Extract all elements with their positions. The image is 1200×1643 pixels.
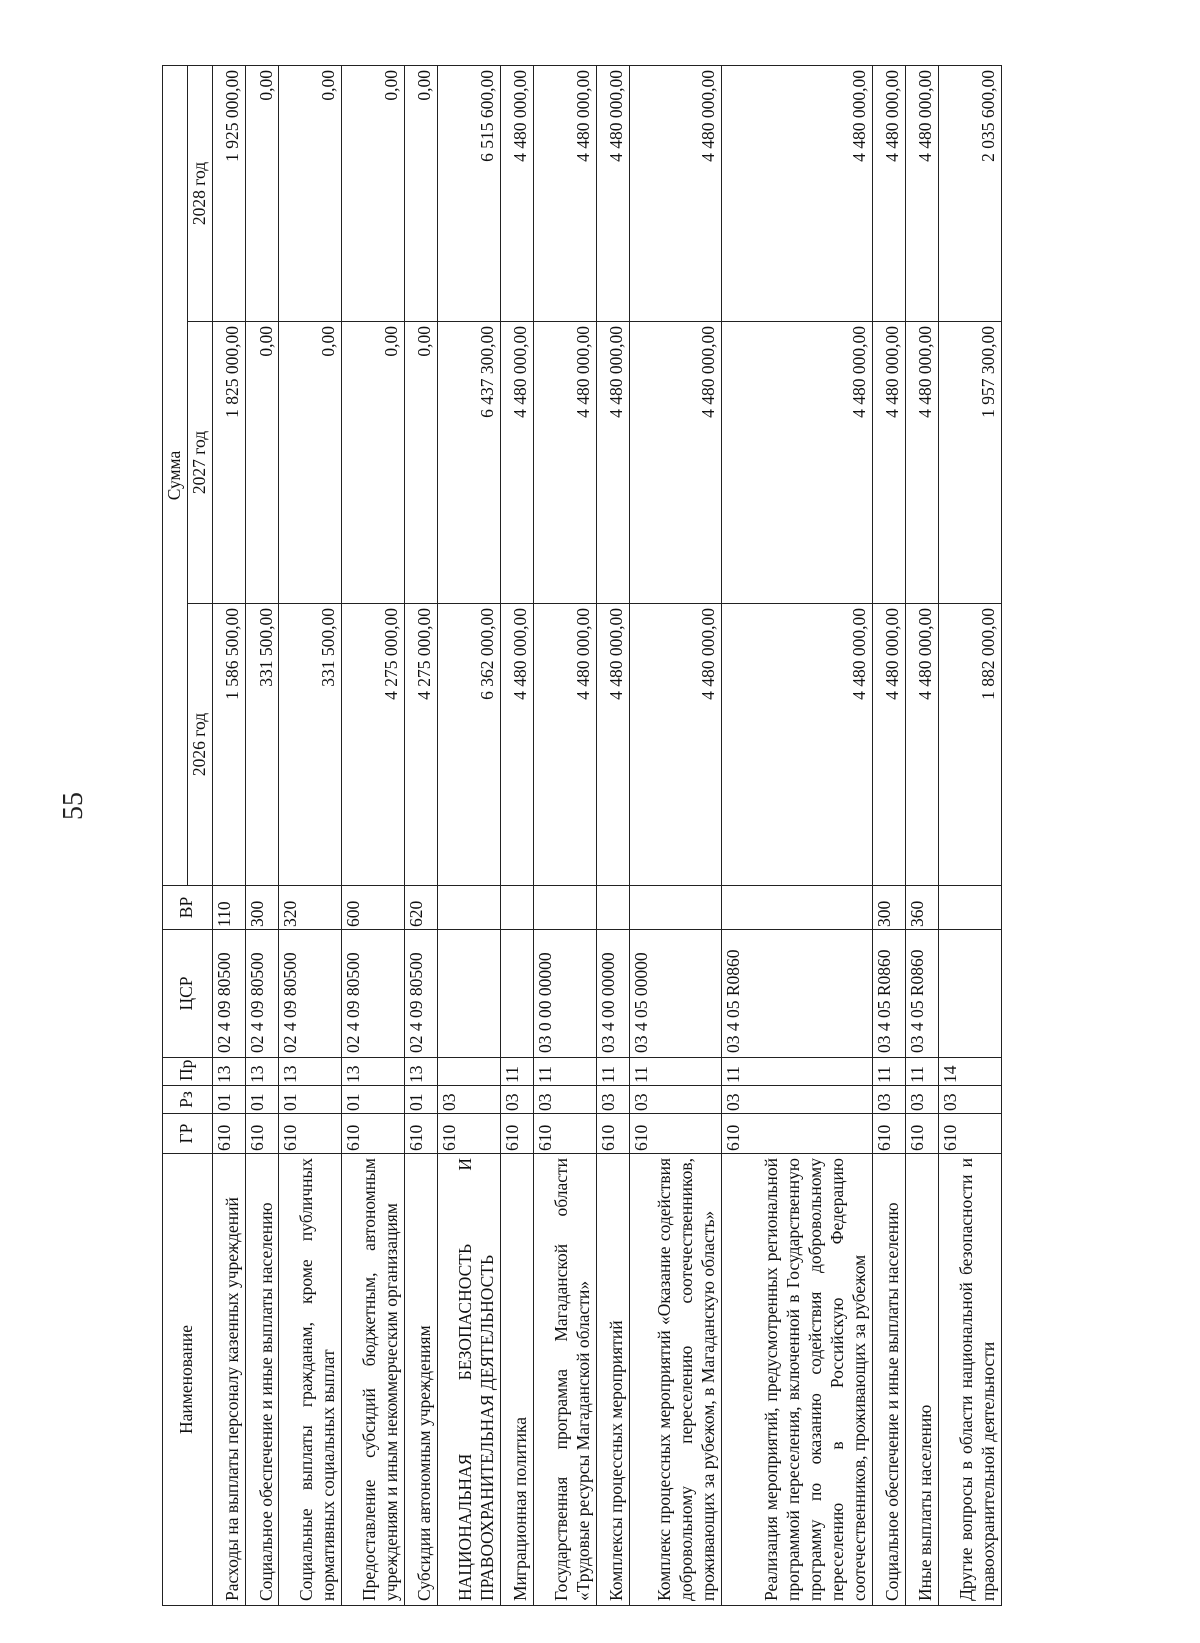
- row-csr: 03 4 05 R0860: [905, 930, 938, 1058]
- row-name: Предоставление субсидий бюджетным, автономным учреждениям и иным некоммерческим организациям: [342, 1154, 405, 1606]
- row-sum-2028: 4 480 000,00: [721, 65, 872, 321]
- row-sum-2026: 4 480 000,00: [596, 604, 629, 886]
- row-rz: 03: [630, 1086, 722, 1114]
- row-rz: 03: [500, 1086, 533, 1114]
- row-vr: [596, 886, 629, 930]
- row-vr: 300: [872, 886, 905, 930]
- header-pr: Пр: [163, 1058, 213, 1086]
- row-csr: 02 4 09 80500: [342, 930, 405, 1058]
- row-sum-2028: 2 035 600,00: [939, 65, 1002, 321]
- row-csr: 02 4 09 80500: [279, 930, 342, 1058]
- row-sum-2028: 0,00: [246, 65, 279, 321]
- row-pr: 11: [534, 1058, 597, 1086]
- row-pr: 13: [279, 1058, 342, 1086]
- row-name: Расходы на выплаты персоналу казенных учреждений: [212, 1154, 245, 1606]
- table-row: [246, 65, 279, 1605]
- row-csr: 03 0 00 00000: [534, 930, 597, 1058]
- table-row: [872, 65, 905, 1605]
- row-sum-2028: 4 480 000,00: [905, 65, 938, 321]
- row-sum-2027: 4 480 000,00: [534, 322, 597, 604]
- row-sum-2028: 4 480 000,00: [500, 65, 533, 321]
- header-vr: ВР: [163, 886, 213, 930]
- row-name: Государственная программа Магаданской области «Трудовые ресурсы Магаданской области»: [534, 1154, 597, 1606]
- row-sum-2026: 4 480 000,00: [500, 604, 533, 886]
- row-csr: 02 4 09 80500: [404, 930, 437, 1058]
- row-sum-2028: 4 480 000,00: [630, 65, 722, 321]
- row-sum-2027: 0,00: [279, 322, 342, 604]
- row-pr: 11: [721, 1058, 872, 1086]
- table-row: [500, 65, 533, 1605]
- row-csr: 02 4 09 80500: [246, 930, 279, 1058]
- row-gr: 610: [534, 1114, 597, 1154]
- row-rz: 03: [596, 1086, 629, 1114]
- budget-table-container: [162, 66, 1002, 1606]
- row-sum-2028: 4 480 000,00: [596, 65, 629, 321]
- table-row: [279, 65, 342, 1605]
- row-gr: 610: [939, 1114, 1002, 1154]
- row-rz: 01: [212, 1086, 245, 1114]
- row-csr: 03 4 05 R0860: [721, 930, 872, 1058]
- row-gr: 610: [630, 1114, 722, 1154]
- header-row-1: [163, 65, 188, 1605]
- header-2026: 2026 год: [187, 604, 212, 886]
- row-gr: 610: [404, 1114, 437, 1154]
- row-vr: [721, 886, 872, 930]
- row-name: Миграционная политика: [500, 1154, 533, 1606]
- row-sum-2026: 4 480 000,00: [721, 604, 872, 886]
- row-name: НАЦИОНАЛЬНАЯ БЕЗОПАСНОСТЬ И ПРАВООХРАНИТЕЛЬНАЯ ДЕЯТЕЛЬНОСТЬ: [438, 1154, 501, 1606]
- row-vr: 320: [279, 886, 342, 930]
- row-pr: 13: [342, 1058, 405, 1086]
- row-rz: 01: [246, 1086, 279, 1114]
- row-name: Социальные выплаты гражданам, кроме публичных нормативных социальных выплат: [279, 1154, 342, 1606]
- budget-table: [162, 65, 1002, 1606]
- page-number: 55: [58, 792, 89, 820]
- row-sum-2026: 1 882 000,00: [939, 604, 1002, 886]
- row-name: Комплекс процессных мероприятий «Оказание содействия добровольному переселению соотечественников, проживающих за рубежом, в Магаданскую область»: [630, 1154, 722, 1606]
- row-name: Социальное обеспечение и иные выплаты населению: [246, 1154, 279, 1606]
- row-sum-2026: 4 275 000,00: [404, 604, 437, 886]
- row-rz: 03: [721, 1086, 872, 1114]
- row-sum-2026: 331 500,00: [246, 604, 279, 886]
- row-sum-2027: 0,00: [342, 322, 405, 604]
- row-vr: 110: [212, 886, 245, 930]
- table-row: [596, 65, 629, 1605]
- table-row: [212, 65, 245, 1605]
- row-sum-2028: 1 925 000,00: [212, 65, 245, 321]
- row-sum-2028: 0,00: [342, 65, 405, 321]
- row-sum-2027: 4 480 000,00: [500, 322, 533, 604]
- row-rz: 03: [872, 1086, 905, 1114]
- row-rz: 03: [534, 1086, 597, 1114]
- row-vr: [438, 886, 501, 930]
- header-gr: ГР: [163, 1114, 213, 1154]
- row-sum-2027: 1 957 300,00: [939, 322, 1002, 604]
- row-pr: 11: [596, 1058, 629, 1086]
- row-vr: 360: [905, 886, 938, 930]
- row-csr: 03 4 05 R0860: [872, 930, 905, 1058]
- row-gr: 610: [872, 1114, 905, 1154]
- row-pr: 14: [939, 1058, 1002, 1086]
- row-sum-2026: 1 586 500,00: [212, 604, 245, 886]
- header-2027: 2027 год: [187, 322, 212, 604]
- table-row: [342, 65, 405, 1605]
- row-vr: [630, 886, 722, 930]
- row-csr: [438, 930, 501, 1058]
- row-name: Субсидии автономным учреждениям: [404, 1154, 437, 1606]
- row-csr: 03 4 00 00000: [596, 930, 629, 1058]
- row-sum-2027: 4 480 000,00: [872, 322, 905, 604]
- row-gr: 610: [905, 1114, 938, 1154]
- row-pr: 13: [246, 1058, 279, 1086]
- row-pr: 11: [872, 1058, 905, 1086]
- row-sum-2027: 0,00: [404, 322, 437, 604]
- row-vr: 620: [404, 886, 437, 930]
- table-row: [438, 65, 501, 1605]
- row-rz: 01: [342, 1086, 405, 1114]
- table-row: [939, 65, 1002, 1605]
- row-gr: 610: [596, 1114, 629, 1154]
- row-sum-2027: 4 480 000,00: [630, 322, 722, 604]
- row-pr: 11: [905, 1058, 938, 1086]
- row-name: Другие вопросы в области национальной безопасности и правоохранительной деятельности: [939, 1154, 1002, 1606]
- row-gr: 610: [279, 1114, 342, 1154]
- row-sum-2027: 0,00: [246, 322, 279, 604]
- row-rz: 03: [438, 1086, 501, 1114]
- row-csr: [500, 930, 533, 1058]
- table-row: [630, 65, 722, 1605]
- row-gr: 610: [500, 1114, 533, 1154]
- row-sum-2027: 4 480 000,00: [721, 322, 872, 604]
- row-pr: 13: [404, 1058, 437, 1086]
- row-pr: 11: [630, 1058, 722, 1086]
- row-gr: 610: [246, 1114, 279, 1154]
- row-pr: [438, 1058, 501, 1086]
- row-rz: 03: [905, 1086, 938, 1114]
- row-sum-2028: 4 480 000,00: [534, 65, 597, 321]
- table-row: [404, 65, 437, 1605]
- row-name: Иные выплаты населению: [905, 1154, 938, 1606]
- row-name: Реализация мероприятий, предусмотренных региональной программой переселения, включенной в Государственную программу по оказанию содействия добровольному переселению в Российскую Федерацию соотечественников, проживающих за рубежом: [721, 1154, 872, 1606]
- row-sum-2027: 4 480 000,00: [596, 322, 629, 604]
- row-pr: 11: [500, 1058, 533, 1086]
- row-vr: [534, 886, 597, 930]
- row-sum-2028: 6 515 600,00: [438, 65, 501, 321]
- row-vr: [939, 886, 1002, 930]
- row-csr: 03 4 05 00000: [630, 930, 722, 1058]
- header-2028: 2028 год: [187, 65, 212, 321]
- row-sum-2027: 6 437 300,00: [438, 322, 501, 604]
- row-rz: 03: [939, 1086, 1002, 1114]
- header-rz: Рз: [163, 1086, 213, 1114]
- row-csr: [939, 930, 1002, 1058]
- row-sum-2026: 4 275 000,00: [342, 604, 405, 886]
- row-sum-2026: 4 480 000,00: [872, 604, 905, 886]
- row-gr: 610: [212, 1114, 245, 1154]
- table-row: [534, 65, 597, 1605]
- row-sum-2026: 4 480 000,00: [630, 604, 722, 886]
- row-sum-2026: 331 500,00: [279, 604, 342, 886]
- row-name: Социальное обеспечение и иные выплаты населению: [872, 1154, 905, 1606]
- row-sum-2028: 0,00: [279, 65, 342, 321]
- row-sum-2028: 0,00: [404, 65, 437, 321]
- row-gr: 610: [721, 1114, 872, 1154]
- row-rz: 01: [279, 1086, 342, 1114]
- row-pr: 13: [212, 1058, 245, 1086]
- row-sum-2027: 4 480 000,00: [905, 322, 938, 604]
- row-sum-2027: 1 825 000,00: [212, 322, 245, 604]
- header-name: Наименование: [163, 1154, 213, 1606]
- header-summa: Сумма: [163, 65, 188, 885]
- row-sum-2026: 4 480 000,00: [534, 604, 597, 886]
- row-sum-2028: 4 480 000,00: [872, 65, 905, 321]
- row-gr: 610: [342, 1114, 405, 1154]
- row-vr: 300: [246, 886, 279, 930]
- row-rz: 01: [404, 1086, 437, 1114]
- row-sum-2026: 6 362 000,00: [438, 604, 501, 886]
- row-name: Комплексы процессных мероприятий: [596, 1154, 629, 1606]
- table-row: [721, 65, 872, 1605]
- table-row: [905, 65, 938, 1605]
- row-csr: 02 4 09 80500: [212, 930, 245, 1058]
- row-gr: 610: [438, 1114, 501, 1154]
- row-sum-2026: 4 480 000,00: [905, 604, 938, 886]
- row-vr: [500, 886, 533, 930]
- header-csr: ЦСР: [163, 930, 213, 1058]
- row-vr: 600: [342, 886, 405, 930]
